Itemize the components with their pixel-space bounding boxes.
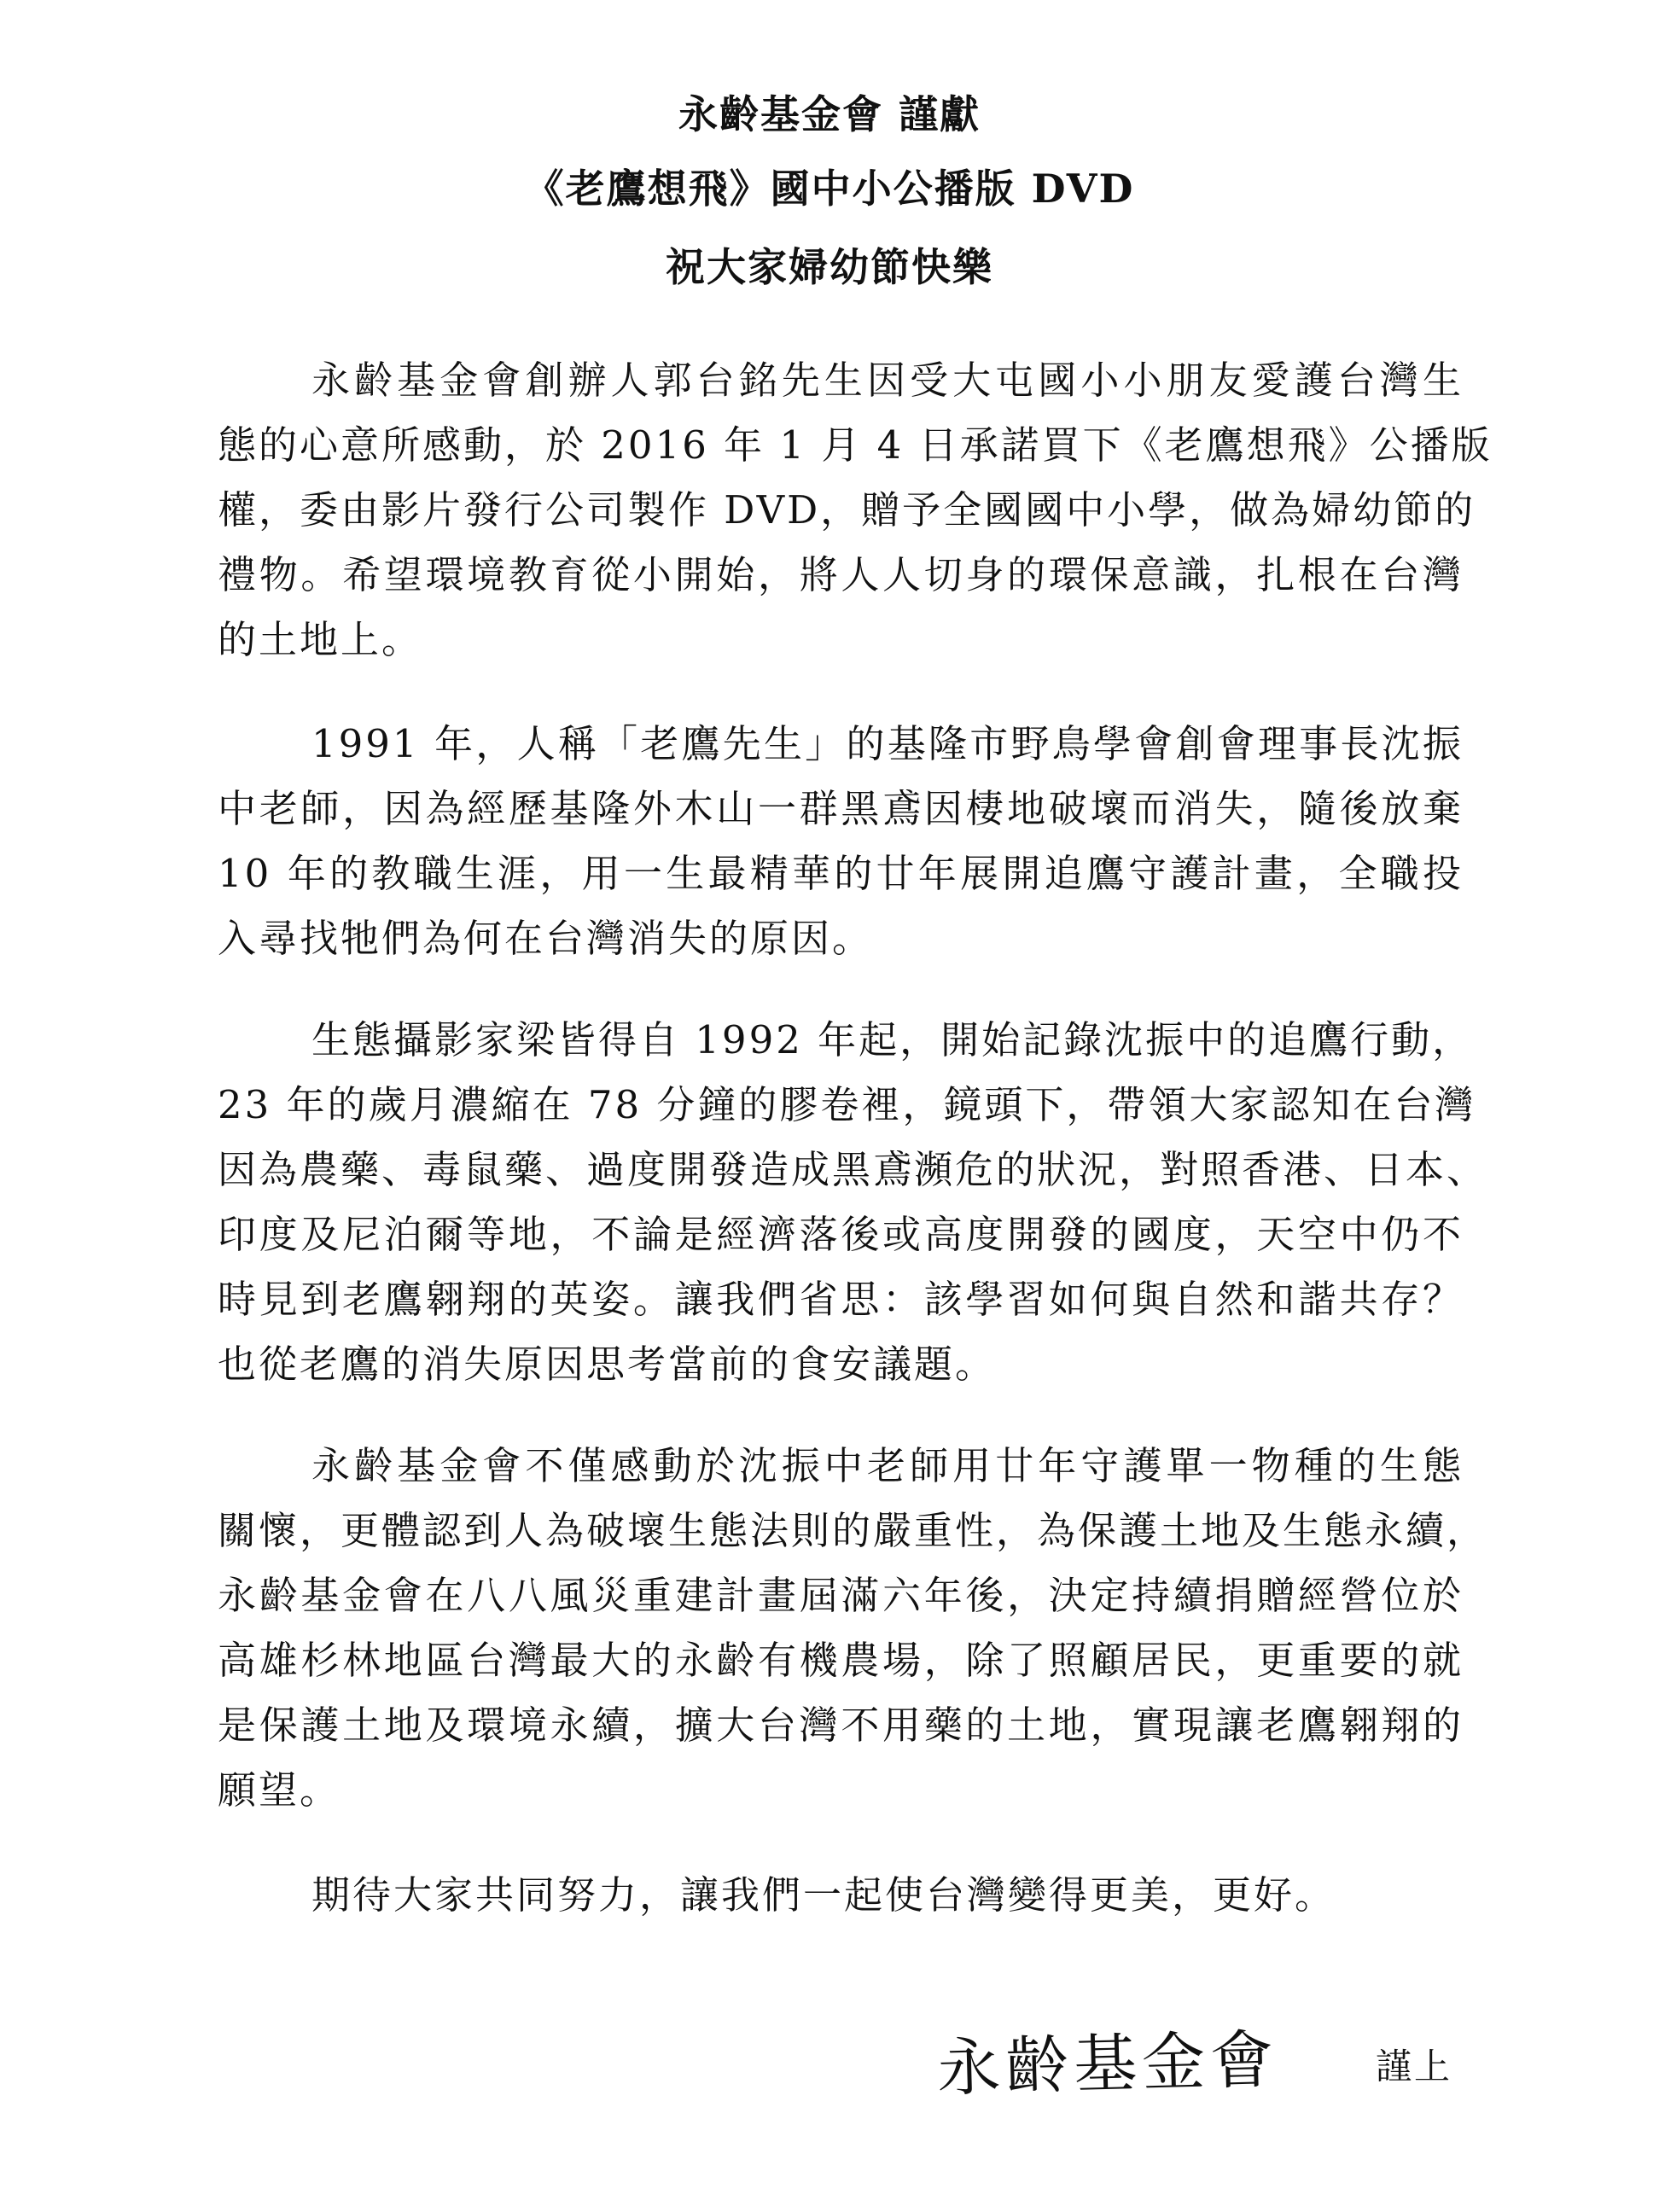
header-dvd-title: 《老鷹想飛》國中小公播版 DVD (524, 166, 1135, 212)
paragraph-line: 中老師，因為經歷基隆外木山一群黑鳶因棲地破壞而消失，隨後放棄 (218, 786, 1464, 831)
paragraph-line: 永齡基金會不僅感動於沈振中老師用廿年守護單一物種的生態 (311, 1443, 1464, 1488)
header-dedication: 永齡基金會 謹獻 (678, 91, 981, 137)
paragraph-line: 因為農藥、毒鼠藥、過度開發造成黑鳶瀕危的狀況，對照香港、日本、 (218, 1147, 1488, 1192)
paragraph-3 (218, 1008, 1488, 1397)
paragraph-line: 入尋找牠們為何在台灣消失的原因。 (218, 916, 874, 961)
paragraph-line: 期待大家共同努力，讓我們一起使台灣變得更美，更好。 (311, 1872, 1336, 1918)
paragraph-line: 關懷，更體認到人為破壞生態法則的嚴重性，為保護土地及生態永續， (218, 1508, 1488, 1553)
paragraph-line: 態的心意所感動，於 2016 年 1 月 4 日承諾買下《老鷹想飛》公播版 (218, 422, 1493, 468)
paragraph-line: 23 年的歲月濃縮在 78 分鐘的膠卷裡，鏡頭下，帶領大家認知在台灣 (218, 1082, 1476, 1127)
paragraph-line: 永齡基金會創辦人郭台銘先生因受大屯國小小朋友愛護台灣生 (311, 358, 1464, 403)
paragraph-line: 永齡基金會在八八風災重建計畫屆滿六年後，決定持續捐贈經營位於 (218, 1573, 1464, 1618)
closing-text: 謹上 (1376, 2046, 1453, 2087)
paragraph-line: 的土地上。 (218, 617, 423, 662)
paragraph-line: 權，委由影片發行公司製作 DVD，贈予全國國中小學，做為婦幼節的 (218, 487, 1476, 533)
paragraph-line: 生態攝影家梁皆得自 1992 年起，開始記錄沈振中的追鷹行動， (311, 1017, 1474, 1062)
paragraph-4 (218, 1434, 1488, 1823)
paragraph-1 (218, 348, 1493, 672)
paragraph-line: 禮物。希望環境教育從小開始，將人人切身的環保意識，扎根在台灣 (218, 552, 1464, 597)
paragraph-line: 1991 年，人稱「老鷹先生」的基隆市野鳥學會創會理事長沈振 (311, 721, 1464, 766)
paragraph-line: 願望。 (218, 1767, 341, 1813)
paragraph-line: 高雄杉林地區台灣最大的永齡有機農場，除了照顧居民，更重要的就 (218, 1638, 1464, 1683)
paragraph-line: 印度及尼泊爾等地，不論是經濟落後或高度開發的國度，天空中仍不 (218, 1212, 1464, 1257)
paragraph-line: 是保護土地及環境永續，擴大台灣不用藥的土地，實現讓老鷹翱翔的 (218, 1703, 1464, 1748)
paragraph-line: 時見到老鷹翱翔的英姿。讓我們省思：該學習如何與自然和諧共存？ (218, 1277, 1464, 1322)
signature-handwritten: 永齡基金會 (936, 2023, 1280, 2106)
paragraph-line: 10 年的教職生涯，用一生最精華的廿年展開追鷹守護計畫，全職投 (218, 851, 1464, 896)
paragraph-5 (218, 1863, 1464, 1928)
paragraph-line: 也從老鷹的消失原因思考當前的食安議題。 (218, 1342, 997, 1387)
header-greeting: 祝大家婦幼節快樂 (666, 244, 993, 290)
paragraph-2 (218, 712, 1464, 971)
